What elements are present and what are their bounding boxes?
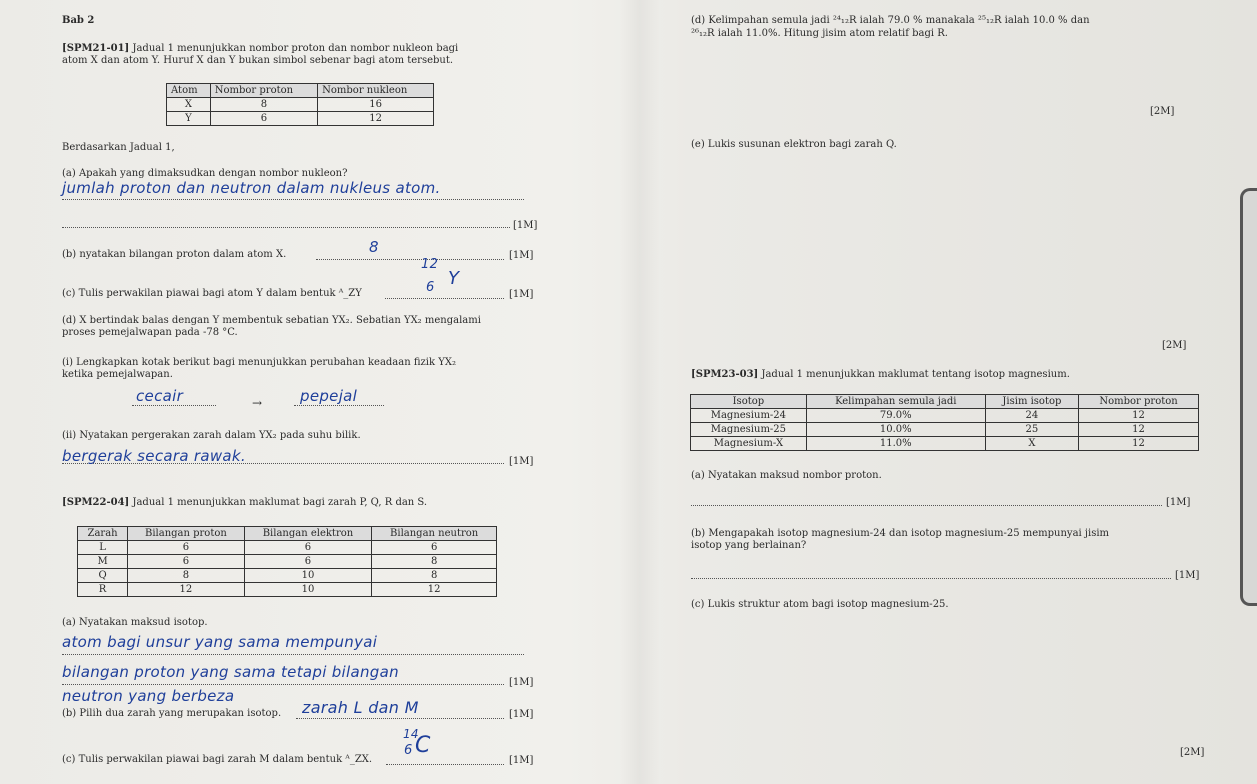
- based-on-text: Berdasarkan Jadual 1,: [62, 142, 175, 153]
- table-cell: L: [78, 541, 128, 555]
- mark-label: [1M]: [513, 220, 538, 231]
- q3-question-a: (a) Nyatakan maksud nombor proton.: [691, 470, 882, 481]
- table-particles: [77, 526, 497, 597]
- table-header-row: [78, 527, 497, 541]
- table-cell: 8: [128, 569, 245, 583]
- r-question-d-line1: (d) Kelimpahan semula jadi ²⁴₁₂R ialah 79.0 % manakala ²⁵₁₂R ialah 10.0 % dan: [691, 15, 1090, 26]
- q2-question-a: (a) Nyatakan maksud isotop.: [62, 617, 208, 628]
- table-header: Jisim isotop: [985, 395, 1078, 409]
- answer-line: [62, 684, 504, 685]
- answer-c-symbol: Y: [448, 268, 460, 289]
- table-header: Bilangan proton: [128, 527, 245, 541]
- table-cell: X: [167, 98, 211, 112]
- q2-answer-c-symbol: C: [415, 733, 431, 758]
- table-cell: 12: [318, 112, 434, 126]
- answer-line: [691, 505, 1162, 506]
- q3-question-c: (c) Lukis struktur atom bagi isotop magnesium-25.: [691, 599, 949, 610]
- answer-c-mass: 12: [421, 257, 439, 272]
- q2-question-c: (c) Tulis perwakilan piawai bagi zarah M dalam bentuk ᴬ_ZX.: [62, 754, 373, 765]
- q3-tag: [SPM23-03]: [691, 369, 759, 380]
- q2-intro: [62, 497, 427, 509]
- mark-label: [2M]: [1180, 747, 1205, 758]
- table-row: [691, 437, 1199, 451]
- page-fold-shadow: [620, 0, 660, 784]
- table-cell: 11.0%: [806, 437, 985, 451]
- table-header-row: [691, 395, 1199, 409]
- q2-intro-text: Jadual 1 menunjukkan maklumat bagi zarah P, Q, R dan S.: [129, 497, 428, 508]
- binder-clip: [1240, 188, 1257, 606]
- table-cell: 8: [372, 555, 497, 569]
- arrow-icon: →: [252, 396, 263, 410]
- table-cell: Magnesium-X: [691, 437, 807, 451]
- table-cell: 25: [985, 423, 1078, 437]
- question-a: (a) Apakah yang dimaksudkan dengan nombor nukleon?: [62, 168, 348, 179]
- table-cell: Y: [167, 112, 211, 126]
- table-cell: 12: [128, 583, 245, 597]
- question-di-line1: (i) Lengkapkan kotak berikut bagi menunjukkan perubahan keadaan fizik YX₂: [62, 357, 456, 368]
- answer-line: [62, 227, 510, 228]
- table-row: [78, 583, 497, 597]
- q2-answer-a-line1: atom bagi unsur yang sama mempunyai: [62, 633, 378, 651]
- mark-label: [1M]: [509, 456, 534, 467]
- q3-question-b-line2: isotop yang berlainan?: [691, 540, 807, 551]
- table-header: Atom: [167, 84, 211, 98]
- table-cell: 10: [244, 569, 372, 583]
- r-question-d-line2: ²⁶₁₂R ialah 11.0%. Hitung jisim atom relatif bagi R.: [691, 28, 948, 39]
- table-cell: M: [78, 555, 128, 569]
- answer-di-initial: cecair: [136, 387, 184, 405]
- table-header: Nombor proton: [210, 84, 317, 98]
- answer-line: [294, 405, 384, 406]
- table-isotopes: [690, 394, 1199, 451]
- question-dii: (ii) Nyatakan pergerakan zarah dalam YX₂ pada suhu bilik.: [62, 430, 361, 441]
- table-cell: 24: [985, 409, 1078, 423]
- q2-answer-a-line3: neutron yang berbeza: [62, 687, 235, 705]
- r-question-e: (e) Lukis susunan elektron bagi zarah Q.: [691, 139, 897, 150]
- table-cell: X: [985, 437, 1078, 451]
- table-cell: Q: [78, 569, 128, 583]
- answer-b: 8: [369, 238, 379, 256]
- q3-intro-text: Jadual 1 menunjukkan maklumat tentang isotop magnesium.: [758, 369, 1070, 380]
- q2-answer-c-mass: 14: [403, 727, 419, 741]
- mark-label: [1M]: [509, 755, 534, 766]
- mark-label: [1M]: [1175, 570, 1200, 581]
- mark-label: [1M]: [509, 677, 534, 688]
- table-cell: 6: [210, 112, 317, 126]
- answer-dii: bergerak secara rawak.: [62, 447, 246, 465]
- table-cell: 6: [244, 555, 372, 569]
- table-cell: 8: [372, 569, 497, 583]
- table-row: [167, 112, 434, 126]
- table-header: Kelimpahan semula jadi: [806, 395, 985, 409]
- table-row: [78, 569, 497, 583]
- table-cell: 12: [1079, 423, 1199, 437]
- answer-line: [691, 578, 1171, 579]
- question-d-line1: (d) X bertindak balas dengan Y membentuk sebatian YX₂. Sebatian YX₂ mengalami: [62, 315, 481, 326]
- table-cell: 10: [244, 583, 372, 597]
- mark-label: [1M]: [509, 289, 534, 300]
- answer-line: [386, 764, 504, 765]
- mark-label: [1M]: [1166, 497, 1191, 508]
- answer-di-final: pepejal: [300, 387, 358, 405]
- mark-label: [2M]: [1150, 106, 1175, 117]
- q3-intro: [691, 369, 1070, 381]
- question-b: (b) nyatakan bilangan proton dalam atom X.: [62, 249, 287, 260]
- table-header: Nombor nukleon: [318, 84, 434, 98]
- table-row: [691, 423, 1199, 437]
- table-cell: Magnesium-24: [691, 409, 807, 423]
- table-header: Zarah: [78, 527, 128, 541]
- table-row: [78, 541, 497, 555]
- q1-intro-text: Jadual 1 menunjukkan nombor proton dan nombor nukleon bagi: [129, 43, 459, 54]
- table-cell: 12: [372, 583, 497, 597]
- table-row: [691, 409, 1199, 423]
- q2-answer-c-proton: 6: [404, 743, 413, 758]
- answer-line: [62, 199, 524, 200]
- chapter-title: Bab 2: [62, 15, 95, 26]
- table-cell: 6: [372, 541, 497, 555]
- table-header: Nombor proton: [1079, 395, 1199, 409]
- q1-intro: [62, 43, 458, 55]
- q2-question-b: (b) Pilih dua zarah yang merupakan isotop.: [62, 708, 282, 719]
- table-cell: 10.0%: [806, 423, 985, 437]
- question-di-line2: ketika pemejalwapan.: [62, 369, 173, 380]
- table-cell: 6: [128, 555, 245, 569]
- q2-answer-a-line2: bilangan proton yang sama tetapi bilangan: [62, 663, 399, 681]
- answer-line: [132, 405, 216, 406]
- table-atoms: [166, 83, 434, 126]
- table-cell: 16: [318, 98, 434, 112]
- q2-answer-b: zarah L dan M: [302, 698, 419, 717]
- table-cell: 12: [1079, 409, 1199, 423]
- answer-c-proton: 6: [426, 280, 435, 295]
- answer-line: [385, 298, 504, 299]
- table-cell: Magnesium-25: [691, 423, 807, 437]
- table-header-row: [167, 84, 434, 98]
- q2-tag: [SPM22-04]: [62, 497, 130, 508]
- q3-question-b-line1: (b) Mengapakah isotop magnesium-24 dan isotop magnesium-25 mempunyai jisim: [691, 528, 1110, 539]
- mark-label: [2M]: [1162, 340, 1187, 351]
- table-header: Isotop: [691, 395, 807, 409]
- mark-label: [1M]: [509, 709, 534, 720]
- q1-intro-line2: atom X dan atom Y. Huruf X dan Y bukan simbol sebenar bagi atom tersebut.: [62, 55, 454, 66]
- table-row: [78, 555, 497, 569]
- table-cell: 8: [210, 98, 317, 112]
- table-cell: R: [78, 583, 128, 597]
- table-cell: 79.0%: [806, 409, 985, 423]
- answer-a: jumlah proton dan neutron dalam nukleus atom.: [62, 179, 441, 197]
- question-d-line2: proses pemejalwapan pada -78 °C.: [62, 327, 238, 338]
- table-header: Bilangan elektron: [244, 527, 372, 541]
- table-row: [167, 98, 434, 112]
- mark-label: [1M]: [509, 250, 534, 261]
- answer-line: [296, 718, 504, 719]
- table-header: Bilangan neutron: [372, 527, 497, 541]
- table-cell: 6: [128, 541, 245, 555]
- answer-line: [62, 654, 524, 655]
- q1-tag: [SPM21-01]: [62, 43, 130, 54]
- table-cell: 12: [1079, 437, 1199, 451]
- question-c: (c) Tulis perwakilan piawai bagi atom Y dalam bentuk ᴬ_ZY: [62, 288, 362, 299]
- answer-line: [316, 259, 504, 260]
- table-cell: 6: [244, 541, 372, 555]
